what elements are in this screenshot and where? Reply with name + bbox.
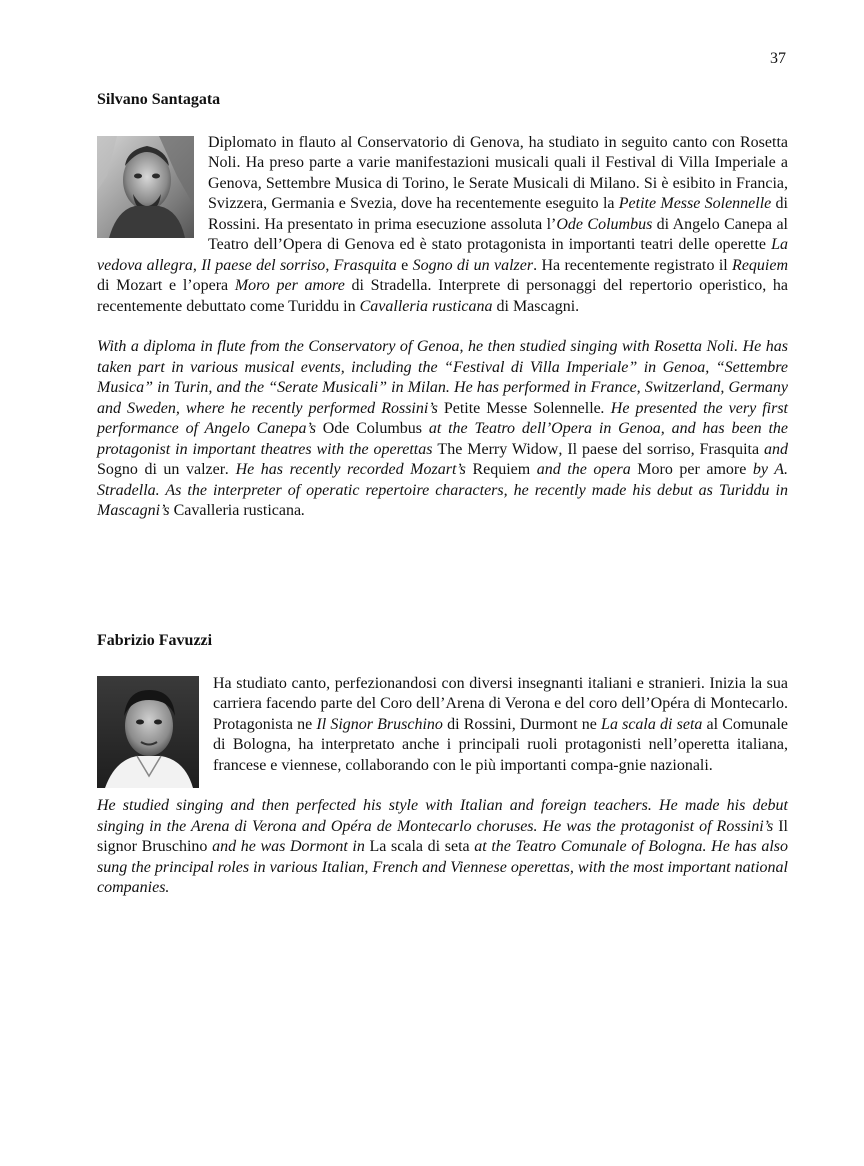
bio-silvano-santagata [97,90,788,522]
text-run: He studied singing and then perfected his style with Italian and foreign teachers. He made his debut singing in the Arena di Verona and Opéra de Montecarlo choruses. He was the protagonist of Rossini’s [97,797,788,835]
title-text: Il paese del sorriso [201,256,326,274]
title-text: Frasquita [333,256,397,274]
text-run: di Rossini. Ha presentato in prima esecuzione assoluta l’ [208,195,789,233]
text-run: by A. Stradella. As the interpreter of operatic repertoire characters, he recently made his debut as Turiddu in Mascagni’s [97,461,789,519]
text-run: di Angelo Canepa al Teatro dell’Opera di Genova ed è stato protagonista in importanti teatri delle operette [208,215,789,253]
text-run: . He presented the very first performance of Angelo Canepa’s [97,399,788,437]
text-run: at the Teatro Comunale of Bologna. He has also sung the principal roles in various Italian, French and Viennese operettas, with the most important national companies. [97,838,789,896]
text-run: With a diploma in flute from the Conservatory of Genoa, he then studied singing with Rosetta Noli. He has taken part in various musical events, including the “Festival di Villa Imperiale” in Genoa, “Settembre Musica” in Turin, and the “Serate Musicali” in Milan. He has performed in France, Switzerland, Germany and Sweden, where he recently performed Rossini’s [97,338,788,417]
title-text: Petite Messe Solennelle [443,399,601,417]
text-run: Diplomato in flauto al Conservatorio di Genova, ha studiato in seguito canto con Rosetta Noli. Ha preso parte a varie manifestazioni musicali quali il Festival di Villa Imperiale a Genova, Settembre Musica di Torino, le Serate Musicali di Milano. Si è esibito in Francia, Svizzera, Germania e Svezia, dove ha recentemente eseguito la [208,133,788,212]
portrait-photo [97,136,194,238]
bio-text-italian [97,133,788,318]
title-text: Requiem [732,256,789,274]
text-run: . [301,502,306,519]
text-run: al Comunale di Bologna, ha interpretato anche i principali ruoli protagonisti nell’operetta italiana, francese e viennese, collaborando con le più importanti compa-gnie nazionali. [213,715,789,774]
text-run: di Rossini, Durmont ne [442,715,602,733]
text-run: . He has recently recorded Mozart’s [225,461,473,478]
bio-name: Silvano Santagata [97,91,221,108]
title-text: Sogno di un valzer [412,256,534,274]
title-text: Moro per amore [637,461,747,478]
bio-text-english [97,337,788,522]
bio-text-english [97,796,788,899]
text-run: , [558,440,568,458]
title-text: Sogno di un valzer [97,461,226,478]
text-run: at the Teatro dell’Opera in Genoa, and has been the protagonist in important theatres with the operettas [97,420,789,458]
title-text: Requiem [472,461,531,478]
text-run: , [325,256,334,274]
portrait-image [97,136,194,238]
text-run: and he was Dormont in [207,838,370,855]
title-text: Ode Columbus [556,215,653,233]
title-text: La vedova allegra [97,236,788,274]
title-text: Frasquita [699,440,760,458]
page-number: 37 [770,50,786,67]
title-text: Moro per amore [234,277,345,294]
text-run: . Ha recentemente registrato il [533,256,733,274]
title-text: The Merry Widow [437,440,559,458]
text-run: Ha studiato canto, perfezionandosi con diversi insegnanti italiani e stranieri. Inizia la sua carriera facendo parte del Coro dell’Arena di Verona e del coro dell’Opéra di Montecarlo. Protagonista ne [213,674,788,733]
title-text: Il Signor Bruschino [316,715,443,733]
title-text: Cavalleria rusticana [359,297,493,315]
text-run: e [396,256,413,274]
text-run: and [759,440,789,458]
title-text: Ode Columbus [322,420,423,437]
portrait-image [97,676,199,788]
text-run: di Mozart e l’opera [97,277,235,294]
title-text: La scala di seta [369,838,470,855]
title-text: Petite Messe Solennelle [618,195,772,212]
text-run: di Mascagni. [492,297,580,315]
bio-fabrizio-favuzzi [97,631,788,899]
title-text: Cavalleria rusticana [173,502,302,519]
text-run: , [192,256,202,274]
text-run: , [690,440,700,458]
text-run: di Stradella. Interprete di personaggi del repertorio operistico, ha recentemente debuttato come Turiddu in [97,277,788,315]
title-text: Il paese del sorriso [567,440,691,458]
portrait-photo [97,676,199,788]
title-text: Il signor Bruschino [97,817,788,855]
bio-name: Fabrizio Favuzzi [97,632,213,649]
title-text: La scala di seta [601,715,703,733]
text-run: and the opera [530,461,638,478]
bio-text-italian [97,674,788,777]
